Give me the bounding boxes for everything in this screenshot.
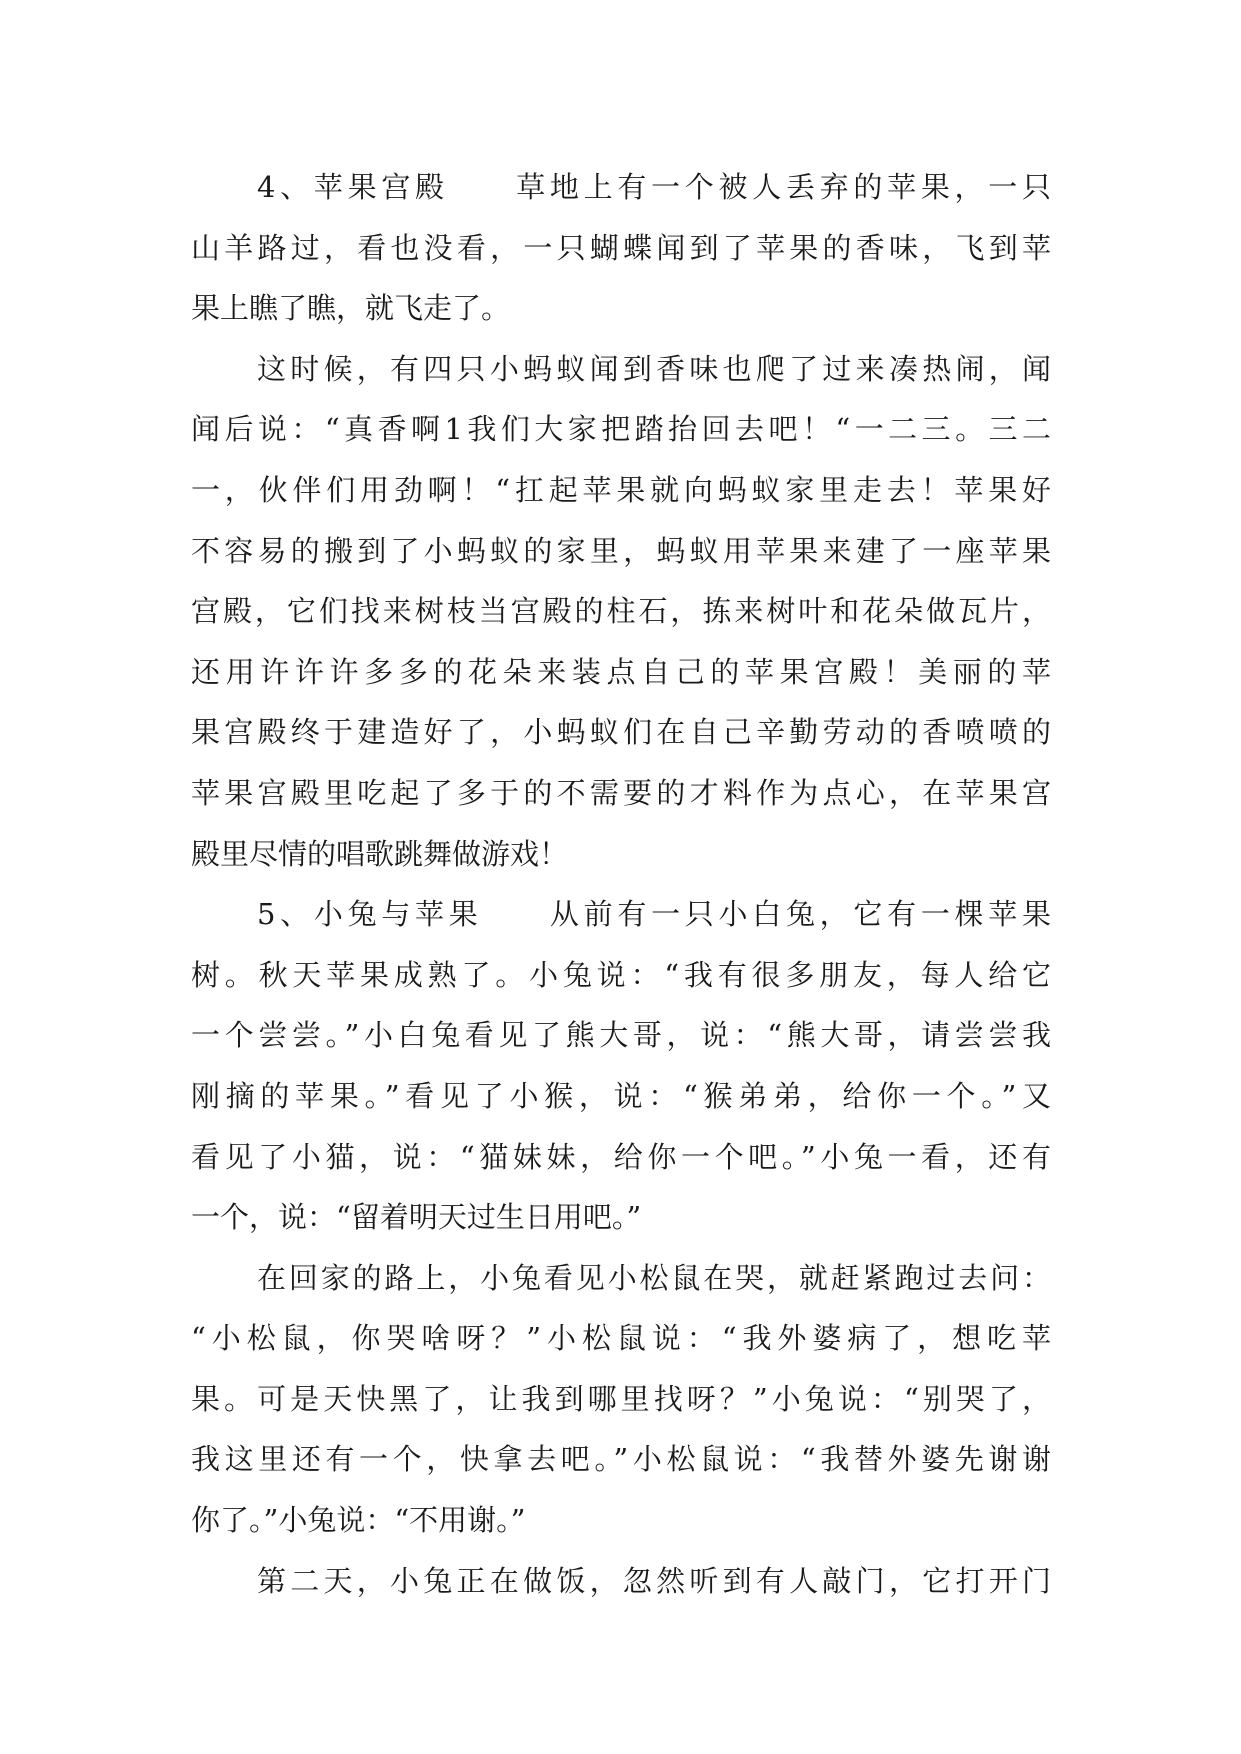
text-line: 闻后说：“真香啊1我们大家把踏抬回去吧！“一二三。三二 (191, 412, 1051, 447)
text-line: “小松鼠，你哭啥呀？”小松鼠说：“我外婆病了，想吃苹 (191, 1321, 1051, 1356)
text-line: 一，伙伴们用劲啊！“扛起苹果就向蚂蚁家里走去！苹果好 (191, 472, 1051, 507)
paragraph-squirrel (191, 1248, 1051, 1551)
text-line: 宫殿，它们找来树枝当宫殿的柱石，拣来树叶和花朵做瓦片， (191, 594, 1051, 629)
text-line: 山羊路过，看也没看，一只蝴蝶闻到了苹果的香味，飞到苹 (191, 230, 1051, 265)
paragraph-next-day (191, 1551, 1051, 1612)
text-line: 一个尝尝。”小白兔看见了熊大哥，说：“熊大哥，请尝尝我 (191, 1018, 1051, 1053)
text-line: 4、苹果宫殿 草地上有一个被人丢弃的苹果，一只 (257, 170, 1051, 204)
text-line: 5、小兔与苹果 从前有一只小白兔，它有一棵苹果 (257, 897, 1051, 932)
text-line: 果宫殿终于建造好了，小蚂蚁们在自己辛勤劳动的香喷喷的 (191, 715, 1051, 750)
text-line: 刚摘的苹果。”看见了小猴，说：“猴弟弟，给你一个。”又 (191, 1078, 1051, 1113)
paragraph-apple-palace-intro (191, 157, 1051, 339)
text-line: 一个，说：“留着明天过生日用吧。” (191, 1200, 642, 1235)
text-line: 树。秋天苹果成熟了。小兔说：“我有很多朋友，每人给它 (191, 957, 1051, 992)
text-line: 果上瞧了瞧，就飞走了。 (191, 291, 511, 326)
text-line: 第二天，小兔正在做饭，忽然听到有人敲门，它打开门 (257, 1563, 1051, 1598)
document-body (191, 157, 1051, 1611)
text-line: 在回家的路上，小兔看见小松鼠在哭，就赶紧跑过去问： (257, 1260, 1051, 1295)
text-line: 果。可是天快黑了，让我到哪里找呀？”小兔说：“别哭了， (191, 1381, 1051, 1416)
text-line: 不容易的搬到了小蚂蚁的家里，蚂蚁用苹果来建了一座苹果 (191, 533, 1051, 568)
paragraph-rabbit-and-apple (191, 884, 1051, 1248)
text-line: 殿里尽情的唱歌跳舞做游戏！ (191, 836, 569, 871)
text-line: 我这里还有一个，快拿去吧。”小松鼠说：“我替外婆先谢谢 (191, 1442, 1051, 1477)
paragraph-apple-palace-ants (191, 339, 1051, 884)
text-line: 还用许许许多多的花朵来装点自己的苹果宫殿！美丽的苹 (191, 654, 1051, 689)
text-line: 苹果宫殿里吃起了多于的不需要的才料作为点心，在苹果宫 (191, 775, 1051, 810)
text-line: 你了。”小兔说：“不用谢。” (191, 1503, 526, 1538)
text-line: 这时候，有四只小蚂蚁闻到香味也爬了过来凑热闹，闻 (257, 351, 1051, 386)
text-line: 看见了小猫，说：“猫妹妹，给你一个吧。”小兔一看，还有 (191, 1139, 1051, 1174)
